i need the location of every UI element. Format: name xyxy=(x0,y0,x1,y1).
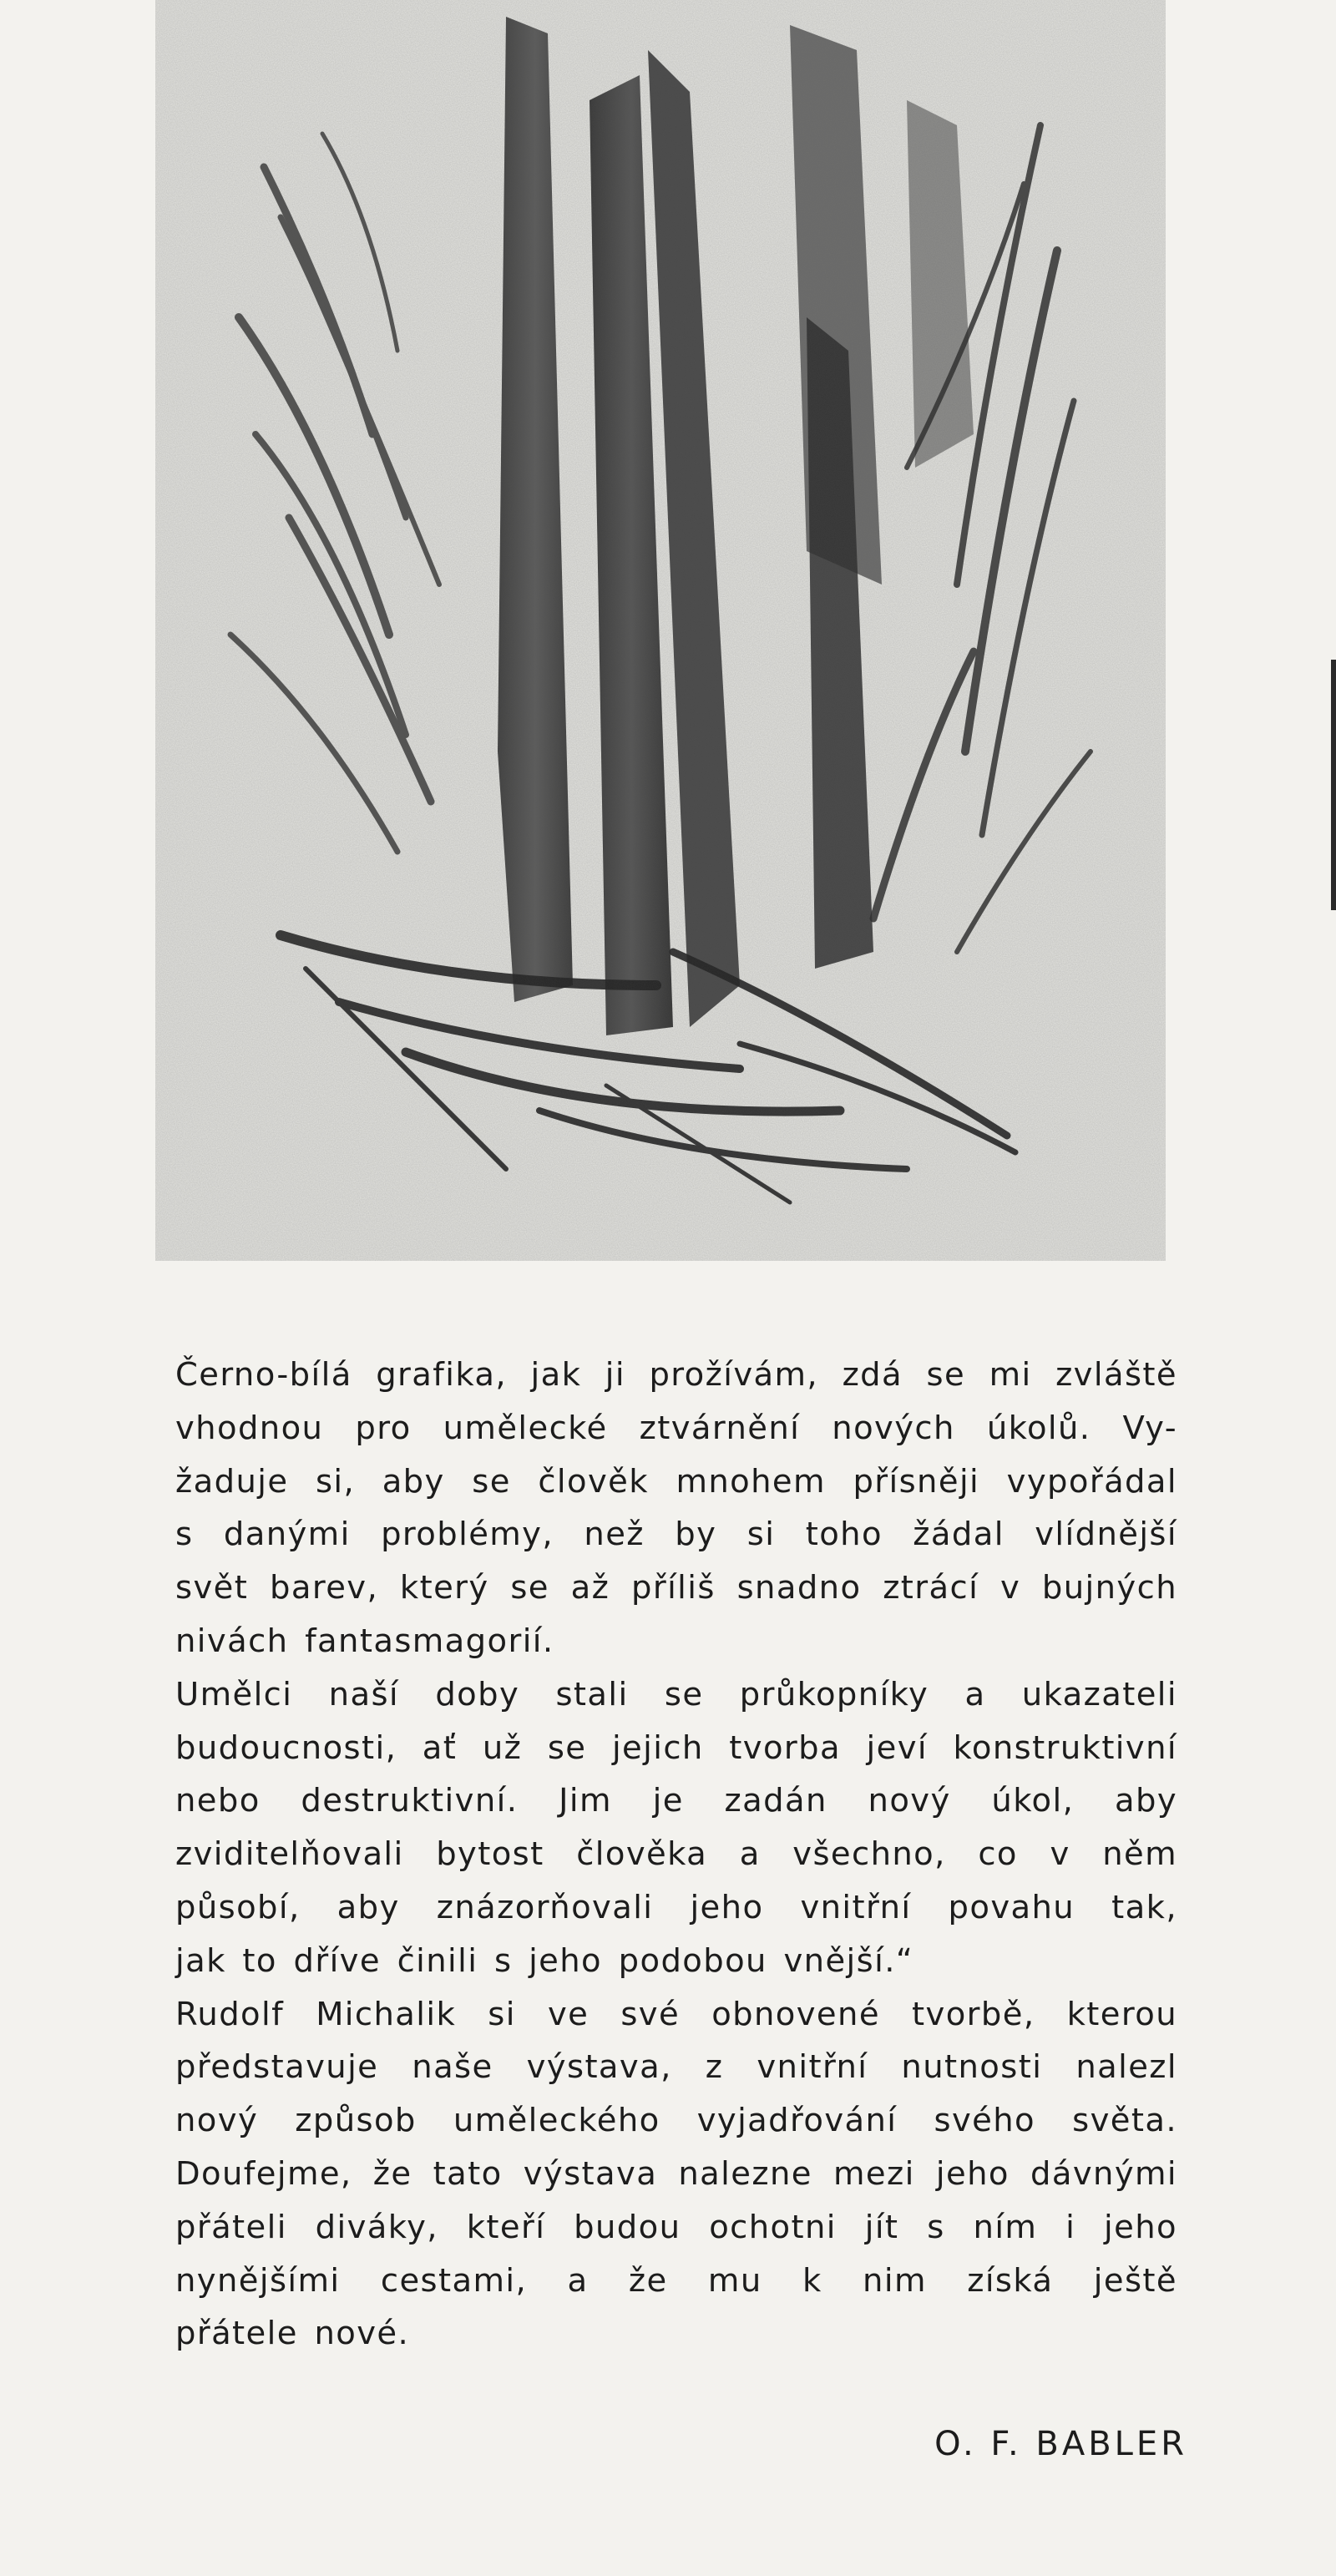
scan-edge xyxy=(1331,660,1336,910)
text-line: působí, aby znázorňovali jeho vnitřní povahu tak, xyxy=(175,1888,1177,1926)
text-line: Černo-bílá grafika, jak ji prožívám, zdá se mi zvláště xyxy=(175,1356,1177,1394)
text-line: s danými problémy, než by si toho žádal vlídnější xyxy=(175,1516,1177,1554)
artwork-drawing xyxy=(155,0,1166,1261)
text-line: Rudolf Michalik si ve své obnovené tvorbě, kterou xyxy=(175,1995,1177,2033)
essay-text xyxy=(175,1349,1177,2361)
text-line: nebo destruktivní. Jim je zadán nový úkol, aby xyxy=(175,1782,1177,1820)
text-line: vhodnou pro umělecké ztvárnění nových úkolů. Vy- xyxy=(175,1409,1177,1447)
text-line: svět barev, který se až příliš snadno ztrácí v bujných xyxy=(175,1569,1177,1607)
abstract-trees-drawing-icon xyxy=(155,0,1166,1261)
text-line: nivách fantasmagorií. xyxy=(175,1622,554,1660)
text-line: nynějšími cestami, a že mu k nim získá ještě xyxy=(175,2261,1177,2300)
text-line: přáteli diváky, kteří budou ochotni jít s ním i jeho xyxy=(175,2208,1177,2246)
text-line: jak to dříve činili s jeho podobou vnější.“ xyxy=(175,1941,914,1980)
author-signature: O. F. BABLER xyxy=(934,2425,1187,2463)
text-line: přátele nové. xyxy=(175,2315,410,2353)
text-line: zviditelňovali bytost člověka a všechno, co v něm xyxy=(175,1835,1177,1874)
text-line: představuje naše výstava, z vnitřní nutnosti nalezl xyxy=(175,2048,1177,2087)
text-line: nový způsob uměleckého vyjadřování svého světa. xyxy=(175,2102,1177,2140)
text-line: Umělci naší doby stali se průkopníky a ukazateli xyxy=(175,1675,1177,1713)
text-line: Doufejme, že tato výstava nalezne mezi jeho dávnými xyxy=(175,2154,1177,2193)
text-line: budoucnosti, ať už se jejich tvorba jeví konstruktivní xyxy=(175,1728,1177,1767)
text-line: žaduje si, aby se člověk mnohem přísněji vypořádal xyxy=(175,1462,1177,1501)
